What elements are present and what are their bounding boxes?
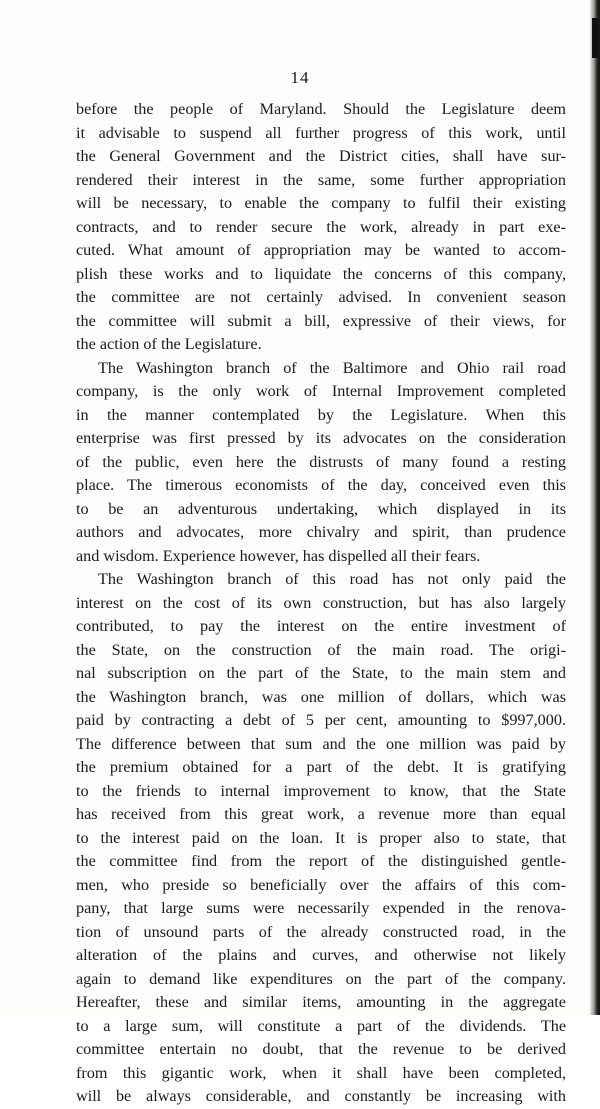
text-line: the General Government and the District cities, shall have sur- (76, 147, 566, 165)
text-line: the State, on the construction of the main road. The origi- (76, 640, 566, 659)
text-line: enterprise was first pressed by its advocates on the consideration (76, 429, 566, 447)
text-line: contracts, and to render secure the work, already in part exe- (76, 217, 566, 236)
text-line: the committee are not certainly advised. In convenient season (76, 288, 566, 306)
text-line: The Washington branch of the Baltimore and Ohio rail road (98, 358, 566, 377)
text-line: and wisdom. Experience however, has dispelled all their fears. (76, 546, 481, 565)
text-line: The difference between that sum and the one million was paid by (76, 734, 566, 753)
text-line: the action of the Legislature. (76, 335, 262, 353)
text-line: Hereafter, these and similar items, amounting in the aggregate (76, 993, 566, 1011)
text-line: paid by contracting a debt of 5 per cent, amounting to $997,000. (76, 711, 566, 729)
text-line: to the friends to internal improvement to know, that the State (76, 781, 566, 800)
text-line: cuted. What amount of appropriation may be wanted to accom- (76, 241, 566, 259)
text-line: will be necessary, to enable the company to fulfil their existing (76, 194, 566, 212)
text-line: tion of unsound parts of the already constructed road, in the (76, 922, 566, 941)
text-line: company, is the only work of Internal Improvement completed (76, 382, 566, 400)
text-line: again to demand like expenditures on the part of the company. (76, 969, 566, 988)
text-line: nal subscription on the part of the State, to the main stem and (76, 664, 566, 682)
text-line: authors and advocates, more chivalry and spirit, than prudence (76, 523, 566, 541)
text-line: of the public, even here the distrusts of many found a resting (76, 452, 566, 471)
text-line: alteration of the plains and curves, and otherwise not likely (76, 946, 566, 964)
text-line: committee entertain no doubt, that the revenue to be derived (76, 1040, 566, 1058)
text-line: The Washington branch of this road has not only paid the (98, 570, 566, 588)
text-line: the Washington branch, was one million of dollars, which was (76, 687, 566, 706)
text-line: interest on the cost of its own construction, but has also largely (76, 593, 566, 612)
text-line: the committee find from the report of the distinguished gentle- (76, 852, 566, 870)
page-number: 14 (290, 68, 310, 87)
text-line: before the people of Maryland. Should the Legislature deem (76, 100, 566, 118)
text-line: the committee will submit a bill, expressive of their views, for (76, 311, 566, 330)
text-line: to be an adventurous undertaking, which displayed in its (76, 499, 566, 518)
text-line: in the manner contemplated by the Legislature. When this (76, 405, 566, 424)
body-text (76, 98, 566, 1109)
text-line: it advisable to suspend all further progress of this work, until (76, 123, 566, 142)
edge-mark (592, 18, 598, 58)
page-edge-shadow (590, 0, 600, 1015)
text-line: plish these works and to liquidate the concerns of this company, (76, 264, 566, 283)
text-line: the premium obtained for a part of the debt. It is gratifying (76, 758, 566, 776)
text-line: men, who preside so beneficially over the affairs of this com- (76, 875, 566, 894)
text-line: place. The timerous economists of the day, conceived even this (76, 476, 566, 494)
text-line: has received from this great work, a revenue more than equal (76, 805, 566, 823)
text-line: to the interest paid on the loan. It is proper also to state, that (76, 828, 566, 847)
text-line: pany, that large sums were necessarily expended in the renova- (76, 899, 566, 917)
text-line: contributed, to pay the interest on the entire investment of (76, 617, 566, 635)
text-line: will be always considerable, and constantly be increasing with (76, 1087, 566, 1105)
text-line: rendered their interest in the same, some further appropriation (76, 170, 566, 189)
text-line: to a large sum, will constitute a part of the dividends. The (76, 1016, 566, 1035)
text-line: from this gigantic work, when it shall have been completed, (76, 1063, 566, 1082)
